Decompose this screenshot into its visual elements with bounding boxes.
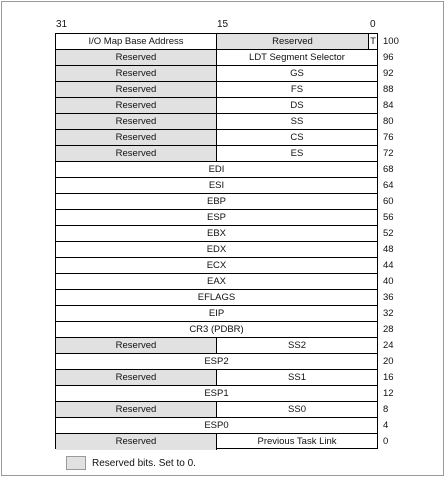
offset-label: 96 [383, 52, 394, 63]
tss-row [56, 194, 377, 210]
tss-row [56, 290, 377, 306]
bit-label-31: 31 [56, 19, 68, 30]
offset-label: 40 [383, 276, 394, 287]
tss-row [56, 82, 377, 98]
tss-row [56, 162, 377, 178]
selector-field: SS [290, 115, 304, 127]
tss-row [56, 34, 377, 50]
offset-label: 28 [383, 324, 394, 335]
tss-layout [55, 33, 378, 449]
offset-label: 88 [383, 84, 394, 95]
bit-label-15: 15 [217, 19, 229, 30]
offset-label: 36 [383, 292, 394, 303]
tss-row [56, 146, 377, 162]
register-field: ESP1 [204, 387, 229, 399]
offset-label: 20 [383, 356, 394, 367]
tss-row [56, 114, 377, 130]
tss-row [56, 50, 377, 66]
bit-label-0: 0 [370, 19, 376, 30]
tss-row [56, 338, 377, 354]
register-field: ESP [206, 211, 226, 223]
register-field: EIP [208, 307, 225, 319]
offset-label: 48 [383, 244, 394, 255]
io-map-base-field: I/O Map Base Address [56, 34, 217, 49]
offset-label: 32 [383, 308, 394, 319]
trap-bit-field: T [370, 35, 376, 47]
register-field: EBP [206, 195, 226, 207]
tss-row [56, 322, 377, 338]
offset-label: 68 [383, 164, 394, 175]
legend-swatch-reserved [66, 456, 86, 470]
offset-label: 84 [383, 100, 394, 111]
register-field: ESP2 [204, 355, 229, 367]
offset-label: 8 [383, 404, 389, 415]
selector-field: FS [290, 83, 304, 95]
register-field: EAX [206, 275, 226, 287]
tss-row [56, 418, 377, 434]
offset-label: 56 [383, 212, 394, 223]
selector-field: ES [290, 147, 304, 159]
legend-text: Reserved bits. Set to 0. [92, 458, 196, 469]
selector-field: SS1 [288, 371, 306, 383]
selector-field: LDT Segment Selector [249, 51, 345, 63]
register-field: ESI [208, 179, 225, 191]
tss-row [56, 258, 377, 274]
selector-field: Previous Task Link [257, 436, 337, 447]
selector-field: SS2 [288, 339, 306, 351]
reserved-field: Reserved [56, 98, 217, 113]
reserved-field: Reserved [56, 338, 217, 353]
tss-row [56, 306, 377, 322]
tss-row [56, 434, 377, 450]
offset-label: 52 [383, 228, 394, 239]
tss-row [56, 386, 377, 402]
reserved-field: Reserved [56, 66, 217, 81]
reserved-field: Reserved [217, 34, 369, 49]
reserved-field: Reserved [56, 434, 217, 450]
offset-label: 16 [383, 372, 394, 383]
tss-row [56, 210, 377, 226]
register-field: ECX [206, 259, 227, 271]
register-field: EBX [206, 227, 226, 239]
reserved-field: Reserved [56, 114, 217, 129]
reserved-field: Reserved [56, 146, 217, 161]
offset-label: 76 [383, 132, 394, 143]
selector-field: DS [290, 99, 304, 111]
register-field: EFLAGS [197, 291, 236, 303]
register-field: EDX [206, 243, 227, 255]
reserved-field: Reserved [56, 370, 217, 385]
offset-label: 100 [383, 36, 399, 47]
selector-field: SS0 [288, 403, 306, 415]
tss-row [56, 274, 377, 290]
tss-row [56, 242, 377, 258]
offset-label: 24 [383, 340, 394, 351]
offset-label: 4 [383, 420, 389, 431]
offset-label: 92 [383, 68, 394, 79]
tss-row [56, 370, 377, 386]
offset-label: 64 [383, 180, 394, 191]
offset-label: 44 [383, 260, 394, 271]
reserved-field: Reserved [56, 130, 217, 145]
tss-row [56, 98, 377, 114]
offset-label: 80 [383, 116, 394, 127]
tss-row [56, 178, 377, 194]
reserved-field: Reserved [56, 402, 217, 417]
offset-label: 72 [383, 148, 394, 159]
tss-row [56, 402, 377, 418]
register-field: CR3 (PDBR) [189, 323, 244, 335]
selector-field: GS [290, 67, 304, 79]
register-field: EDI [208, 163, 225, 175]
reserved-field: Reserved [56, 82, 217, 97]
tss-row [56, 354, 377, 370]
tss-row [56, 226, 377, 242]
offset-label: 60 [383, 196, 394, 207]
tss-row [56, 66, 377, 82]
reserved-field: Reserved [56, 50, 217, 65]
selector-field: CS [290, 131, 304, 143]
register-field: ESP0 [204, 419, 229, 431]
tss-row [56, 130, 377, 146]
offset-label: 12 [383, 388, 394, 399]
offset-label: 0 [383, 436, 389, 447]
